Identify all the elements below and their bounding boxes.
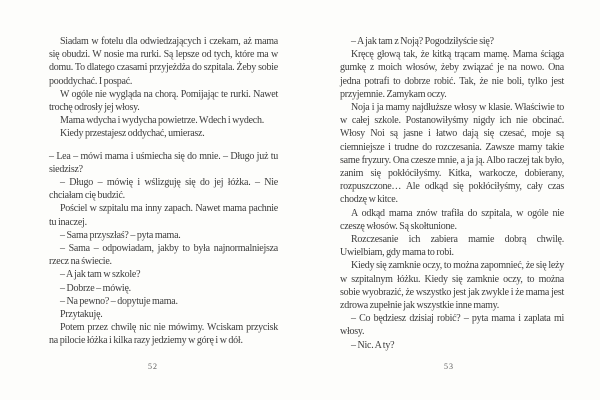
paragraph: Kiedy przestajesz oddychać, umierasz. bbox=[60, 128, 205, 140]
paragraph: – Co będziesz dzisiaj robić? – pyta mama i zaplata mi włosy. bbox=[340, 313, 564, 338]
paragraph: – Lea – mówi mama i uśmiecha się do mnie. – Długo już tu siedzisz? bbox=[49, 150, 278, 175]
paragraph: – Na pewno? – dopytuje mama. bbox=[60, 295, 178, 307]
paragraph: Kręcę głową tak, że kitką trącam mamę. Mama ściąga gumkę z moich włosów, żeby związać je na nowo. Ona jedna potrafi to dobrze robić. Tak, że nie boli, tylko jest przyjemnie. Zamykam oczy. bbox=[340, 49, 564, 100]
paragraph: – Długo – mówię i wślizguję się do jej łóżka. – Nie chciałam cię budzić. bbox=[49, 177, 278, 202]
paragraph: Kiedy się zamknie oczy, to można zapomnieć, że się leży w szpitalnym łóżku. Kiedy się zamknie oczy, to można sobie wyobrazić, że wszystko jest jak zwykle i że mama jest zdrowa zupełnie jak wszystkie inne mamy. bbox=[340, 260, 564, 312]
paragraph: Pościel w szpitalu ma inny zapach. Nawet mama pachnie tu inaczej. bbox=[49, 203, 278, 228]
page-number-right: 53 bbox=[444, 362, 454, 371]
paragraph: – Sama przyszłaś? – pyta mama. bbox=[60, 229, 181, 241]
paragraph: – Sama – odpowiadam, jakby to była najnormalniejsza rzecz na świecie. bbox=[49, 243, 278, 268]
paragraph: Rozczesanie ich zabiera mamie dobrą chwilę. Uwielbiam, gdy mama to robi. bbox=[340, 234, 564, 259]
paragraph: A odkąd mama znów trafiła do szpitala, w ogóle nie czeszę włosów. Są skołtunione. bbox=[340, 207, 564, 232]
paragraph: – Dobrze – mówię. bbox=[60, 282, 131, 294]
paragraph: Siadam w fotelu dla odwiedzających i czekam, aż mama się obudzi. W nosie ma rurki. Są lepsze od tych, które ma w domu. To dlatego czasami przyjeżdża do szpitala. Żeby sobie pooddychać. I pospać. bbox=[49, 36, 278, 87]
left-page-text bbox=[49, 35, 278, 348]
page-number-left: 52 bbox=[148, 362, 158, 371]
paragraph: – A jak tam w szkole? bbox=[60, 269, 141, 281]
paragraph: – A jak tam z Noją? Pogodziłyście się? bbox=[351, 36, 494, 47]
right-page-text bbox=[340, 35, 564, 352]
paragraph: W ogóle nie wygląda na chorą. Pomijając te rurki. Nawet trochę odrosły jej włosy. bbox=[49, 88, 278, 114]
paragraph: Noja i ja mamy najdłuższe włosy w klasie. Właściwie to w całej szkole. Postanowiłyśmy nigdy ich nie obcinać. Włosy Noi są jasne i łatwo dają się czesać, moje są ciemniejsze i trudne do rozczesania. Zawsze mamy takie same fryzury. Ona czesze mnie, a ja ją. Albo raczej tak było, zanim się pokłóciłyśmy. Kitka, warkocze, dobierany, rozpuszczone… Ale odkąd się pokłóciłyśmy, cały czas chodzę w kitce. bbox=[340, 102, 564, 206]
paragraph: Mama wdycha i wydycha powietrze. Wdech i wydech. bbox=[60, 115, 264, 127]
paragraph: Potem przez chwilę nic nie mówimy. Wciskam przycisk na pilocie łóżka i kilka razy jedziemy w górę i w dół. bbox=[49, 322, 278, 347]
paragraph: – Nic. A ty? bbox=[351, 339, 395, 351]
paragraph: Przytakuję. bbox=[60, 309, 103, 321]
